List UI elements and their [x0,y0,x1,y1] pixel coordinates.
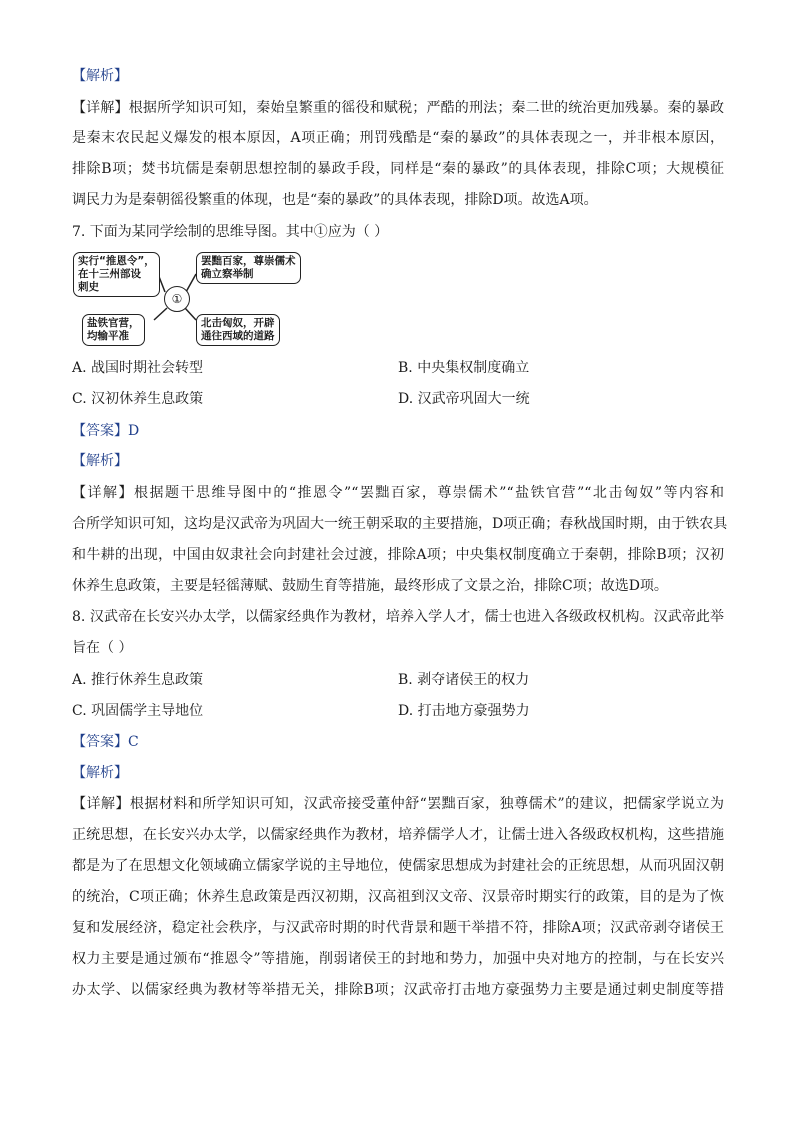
q7-detail-line-4: 休养生息政策，主要是轻徭薄赋、鼓励生育等措施，最终形成了文景之治，排除C项；故选D项。 [72,578,668,594]
q8-option-b: B. 剥夺诸侯王的权力 [398,672,530,688]
mind-map-box-bottom-left: 盐铁官营， 均输平准 [82,314,145,346]
q8-stem-line-1: 8. 汉武帝在长安兴办太学，以儒家经典作为教材，培养入学人才，儒士也进入各级政权机构。汉武帝此举 [72,609,724,625]
q8-detail-line-3: 都是为了在思想文化领域确立儒家学说的主导地位，使儒家思想成为封建社会的正统思想，从而巩固汉朝 [72,858,724,874]
q7-detail-line-1: 【详解】根据题干思维导图中的“推恩令”“罢黜百家，尊崇儒术”“盐铁官营”“北击匈奴”等内容和 [72,485,724,501]
q7-mind-map [72,250,310,352]
q7-stem: 7. 下面为某同学绘制的思维导图。其中①应为（ ） [72,224,389,240]
mind-map-center-node: ① [164,286,190,312]
q8-detail-line-2: 正统思想，在长安兴办太学，以儒家经典作为教材，培养儒学人才，让儒士进入各级政权机构，这些措施 [72,827,724,843]
mind-map-box-top-right: 罢黜百家，尊崇儒术 确立察举制 [196,252,301,284]
q8-option-c: C. 巩固儒学主导地位 [72,703,204,719]
q6-analysis-label: 【解析】 [72,68,128,84]
q8-answer: 【答案】C [72,734,139,750]
q7-analysis-label: 【解析】 [72,453,128,469]
q6-detail-line-2: 是秦末农民起义爆发的根本原因，A项正确；刑罚残酷是“秦的暴政”的具体表现之一，并非根本原因， [72,130,724,146]
q8-option-a: A. 推行休养生息政策 [72,672,204,688]
q7-detail-line-2: 合所学知识可知，这均是汉武帝为巩固大一统王朝采取的主要措施，D项正确；春秋战国时期，由于铁农具 [72,516,728,532]
q8-analysis-label: 【解析】 [72,765,128,781]
q6-detail-line-3: 排除B项；焚书坑儒是秦朝思想控制的暴政手段，同样是“秦的暴政”的具体表现，排除C项；大规模征 [72,161,724,177]
q7-detail-line-3: 和牛耕的出现，中国由奴隶社会向封建社会过渡，排除A项；中央集权制度确立于秦朝，排除B项；汉初 [72,547,724,563]
q8-option-d: D. 打击地方豪强势力 [398,703,530,719]
q7-option-a: A. 战国时期社会转型 [72,360,204,376]
q8-detail-line-1: 【详解】根据材料和所学知识可知，汉武帝接受董仲舒“罢黜百家，独尊儒术”的建议，把儒家学说立为 [72,796,724,812]
q7-option-d: D. 汉武帝巩固大一统 [398,391,530,407]
q8-stem-line-2: 旨在（ ） [72,640,133,656]
mind-map-box-top-left: 实行“推恩令”， 在十三州部设 刺史 [73,252,160,297]
q6-detail-line-1: 【详解】根据所学知识可知，秦始皇繁重的徭役和赋税；严酷的刑法；秦二世的统治更加残暴。秦的暴政 [72,100,724,116]
q8-detail-line-4: 的统治，C项正确；休养生息政策是西汉初期，汉高祖到汉文帝、汉景帝时期实行的政策，目的是为了恢 [72,889,724,905]
q8-detail-line-6: 权力主要是通过颁布“推恩令”等措施，削弱诸侯王的封地和势力，加强中央对地方的控制，与在长安兴 [72,951,724,967]
q6-detail-line-4: 调民力为是秦朝徭役繁重的体现，也是“秦的暴政”的具体表现，排除D项。故选A项。 [72,192,598,208]
mind-map-box-bottom-right: 北击匈奴，开辟 通往西域的道路 [196,314,280,346]
q7-option-c: C. 汉初休养生息政策 [72,391,204,407]
q7-option-b: B. 中央集权制度确立 [398,360,530,376]
q8-detail-line-7: 办太学、以儒家经典为教材等举措无关，排除B项；汉武帝打击地方豪强势力主要是通过刺史制度等措 [72,982,724,998]
q8-detail-line-5: 复和发展经济，稳定社会秩序，与汉武帝时期的时代背景和题干举措不符，排除A项；汉武帝剥夺诸侯王 [72,920,724,936]
q7-answer: 【答案】D [72,423,140,439]
